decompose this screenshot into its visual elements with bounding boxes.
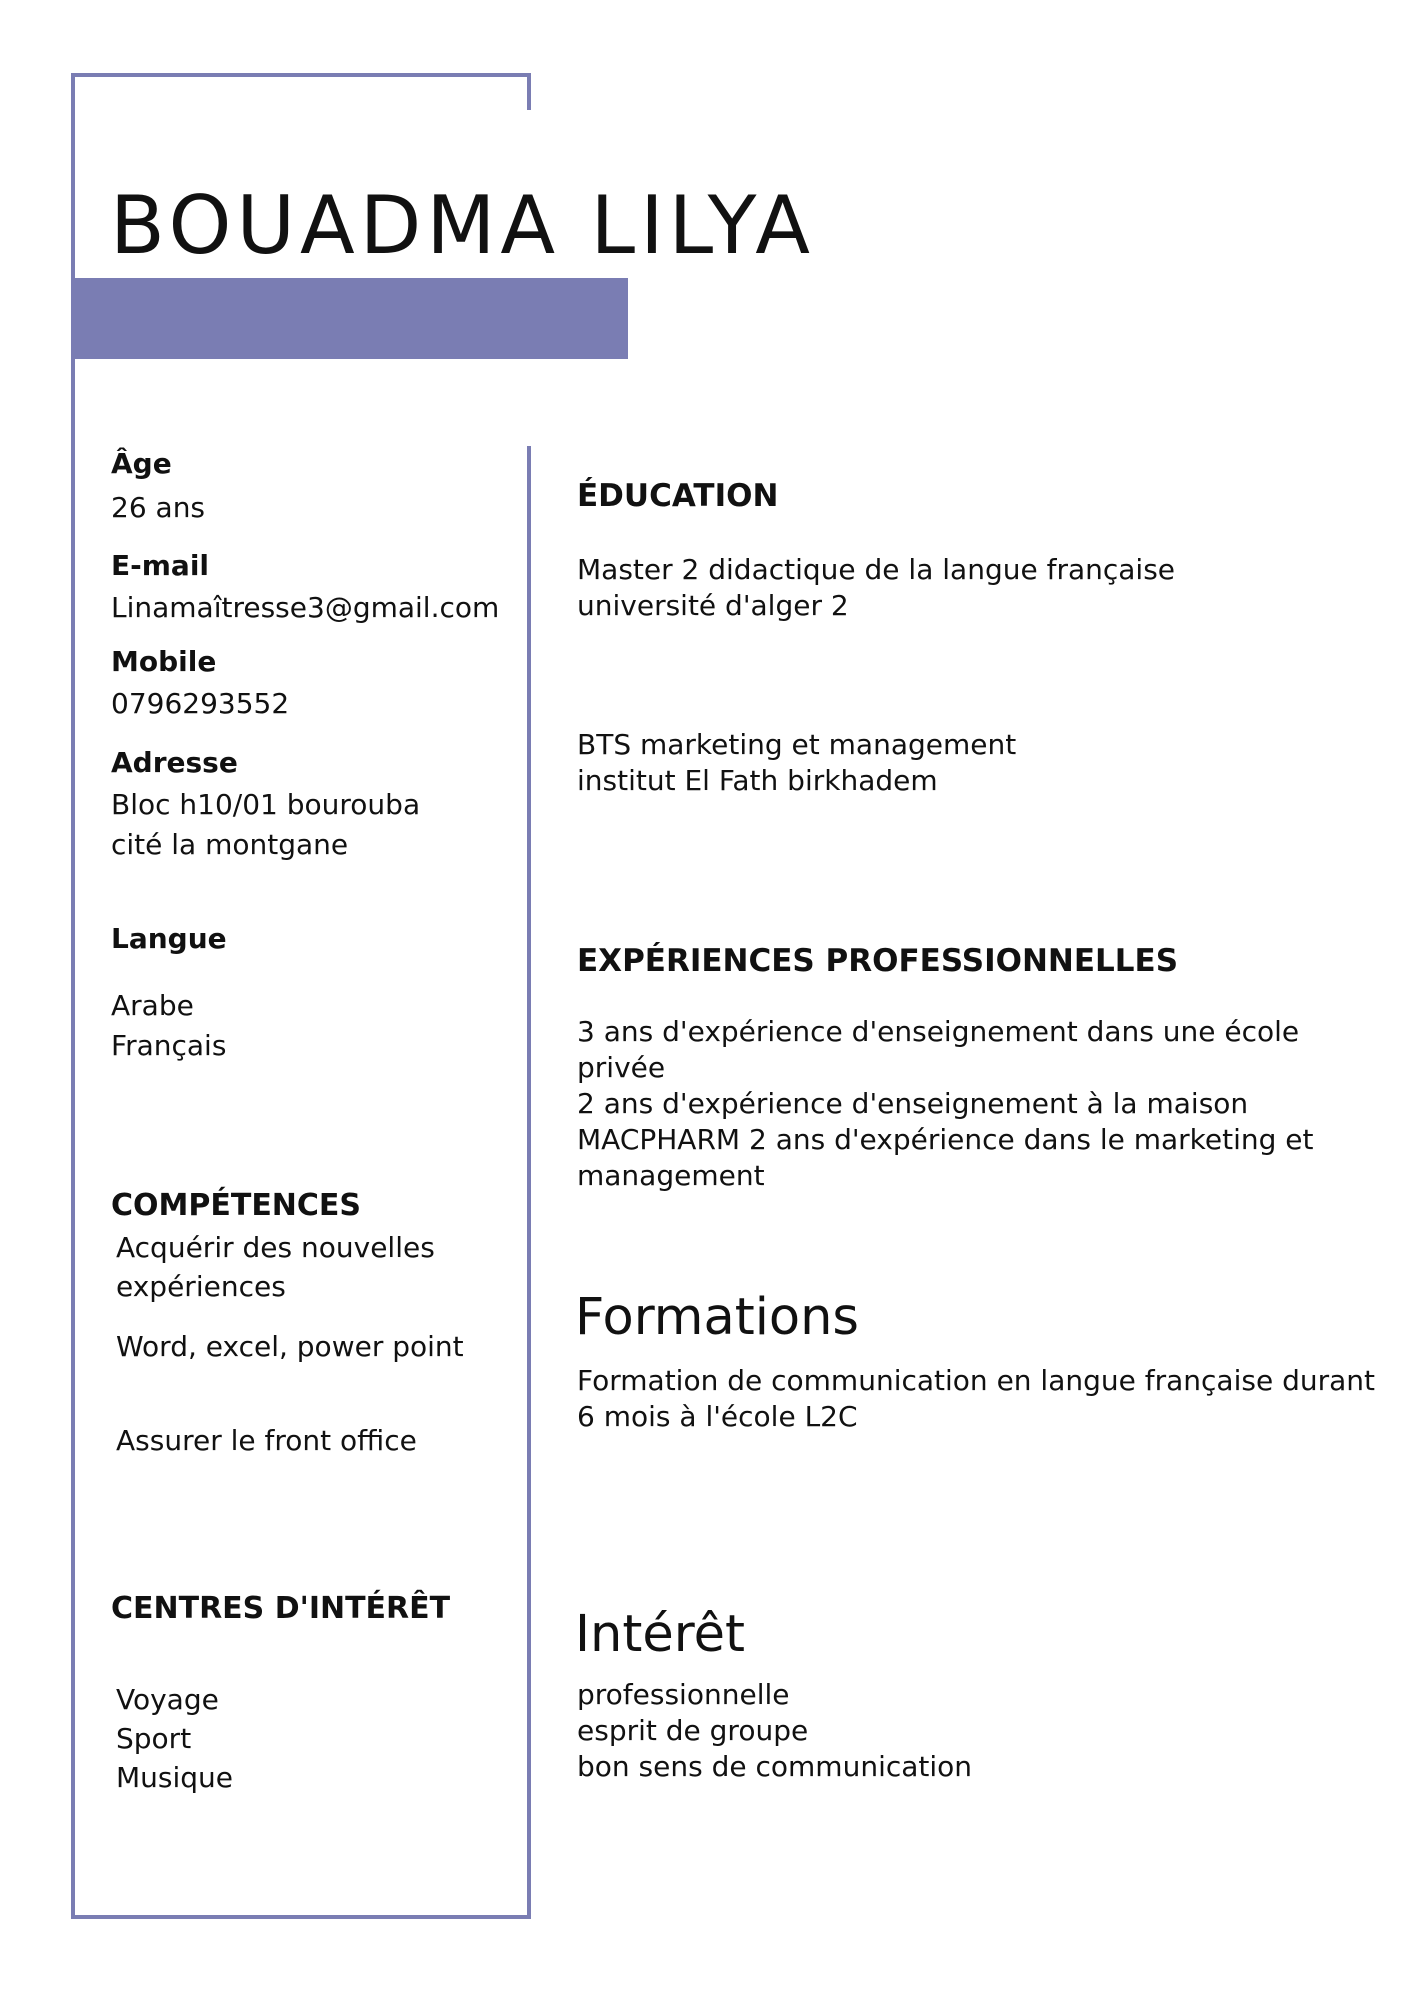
age-block (111, 444, 205, 528)
skill-item: Assurer le front office (116, 1424, 417, 1457)
interet-line: professionnelle (577, 1678, 790, 1711)
email-value: Linamaîtresse3@gmail.com (111, 591, 500, 624)
interest-item: Sport (116, 1722, 192, 1755)
name-accent-bar (71, 278, 628, 359)
experience-heading: EXPÉRIENCES PROFESSIONNELLES (577, 943, 1179, 979)
education-degree: BTS marketing et management (577, 728, 1017, 761)
frame-bottom-border (71, 1915, 531, 1919)
skill-item-line: expériences (116, 1270, 286, 1303)
sidebar-divider (527, 446, 531, 1919)
mobile-value: 0796293552 (111, 687, 290, 720)
interest-item: Musique (116, 1761, 234, 1794)
experience-line: 2 ans d'expérience d'enseignement à la maison (577, 1087, 1249, 1120)
experience-line: privée (577, 1051, 666, 1084)
skill-item-line: Acquérir des nouvelles (116, 1231, 435, 1264)
skill-item: Word, excel, power point (116, 1330, 464, 1363)
formations-heading: Formations (575, 1288, 859, 1347)
address-label: Adresse (111, 746, 238, 779)
skill-item (116, 1228, 435, 1306)
email-block (111, 546, 499, 628)
frame-top-border (71, 73, 531, 77)
interet-line: bon sens de communication (577, 1750, 973, 1783)
formations-text (577, 1363, 1375, 1435)
skills-heading: COMPÉTENCES (111, 1188, 362, 1223)
age-label: Âge (111, 447, 172, 480)
education-entry (577, 727, 1367, 799)
education-school: université d'alger 2 (577, 589, 849, 622)
language-item: Français (111, 1029, 227, 1062)
education-school: institut El Fath birkhadem (577, 764, 938, 797)
interest-item: Voyage (116, 1683, 219, 1716)
email-label: E-mail (111, 549, 210, 582)
age-value: 26 ans (111, 491, 206, 524)
address-line-2: cité la montgane (111, 828, 349, 861)
language-item: Arabe (111, 989, 194, 1022)
education-degree: Master 2 didactique de la langue française (577, 553, 1176, 586)
experience-text (577, 1014, 1367, 1194)
experience-line: MACPHARM 2 ans d'expérience dans le marketing et (577, 1123, 1314, 1156)
interet-heading: Intérêt (575, 1605, 745, 1664)
candidate-name: BOUADMA LILYA (110, 179, 815, 272)
frame-top-tick (527, 73, 531, 110)
languages-heading: Langue (111, 922, 227, 955)
interests-list (116, 1680, 233, 1797)
mobile-label: Mobile (111, 645, 217, 678)
formations-line: Formation de communication en langue française durant (577, 1364, 1375, 1397)
mobile-block (111, 642, 289, 724)
education-heading: ÉDUCATION (577, 478, 779, 514)
education-entry (577, 552, 1367, 624)
experience-line: management (577, 1159, 765, 1192)
address-block (111, 743, 420, 865)
interet-line: esprit de groupe (577, 1714, 809, 1747)
experience-line: 3 ans d'expérience d'enseignement dans une école (577, 1015, 1300, 1048)
interet-text (577, 1677, 1367, 1785)
address-line-1: Bloc h10/01 bourouba (111, 788, 421, 821)
interests-heading: CENTRES D'INTÉRÊT (111, 1591, 451, 1626)
formations-line: 6 mois à l'école L2C (577, 1400, 858, 1433)
languages-block (111, 919, 227, 1066)
